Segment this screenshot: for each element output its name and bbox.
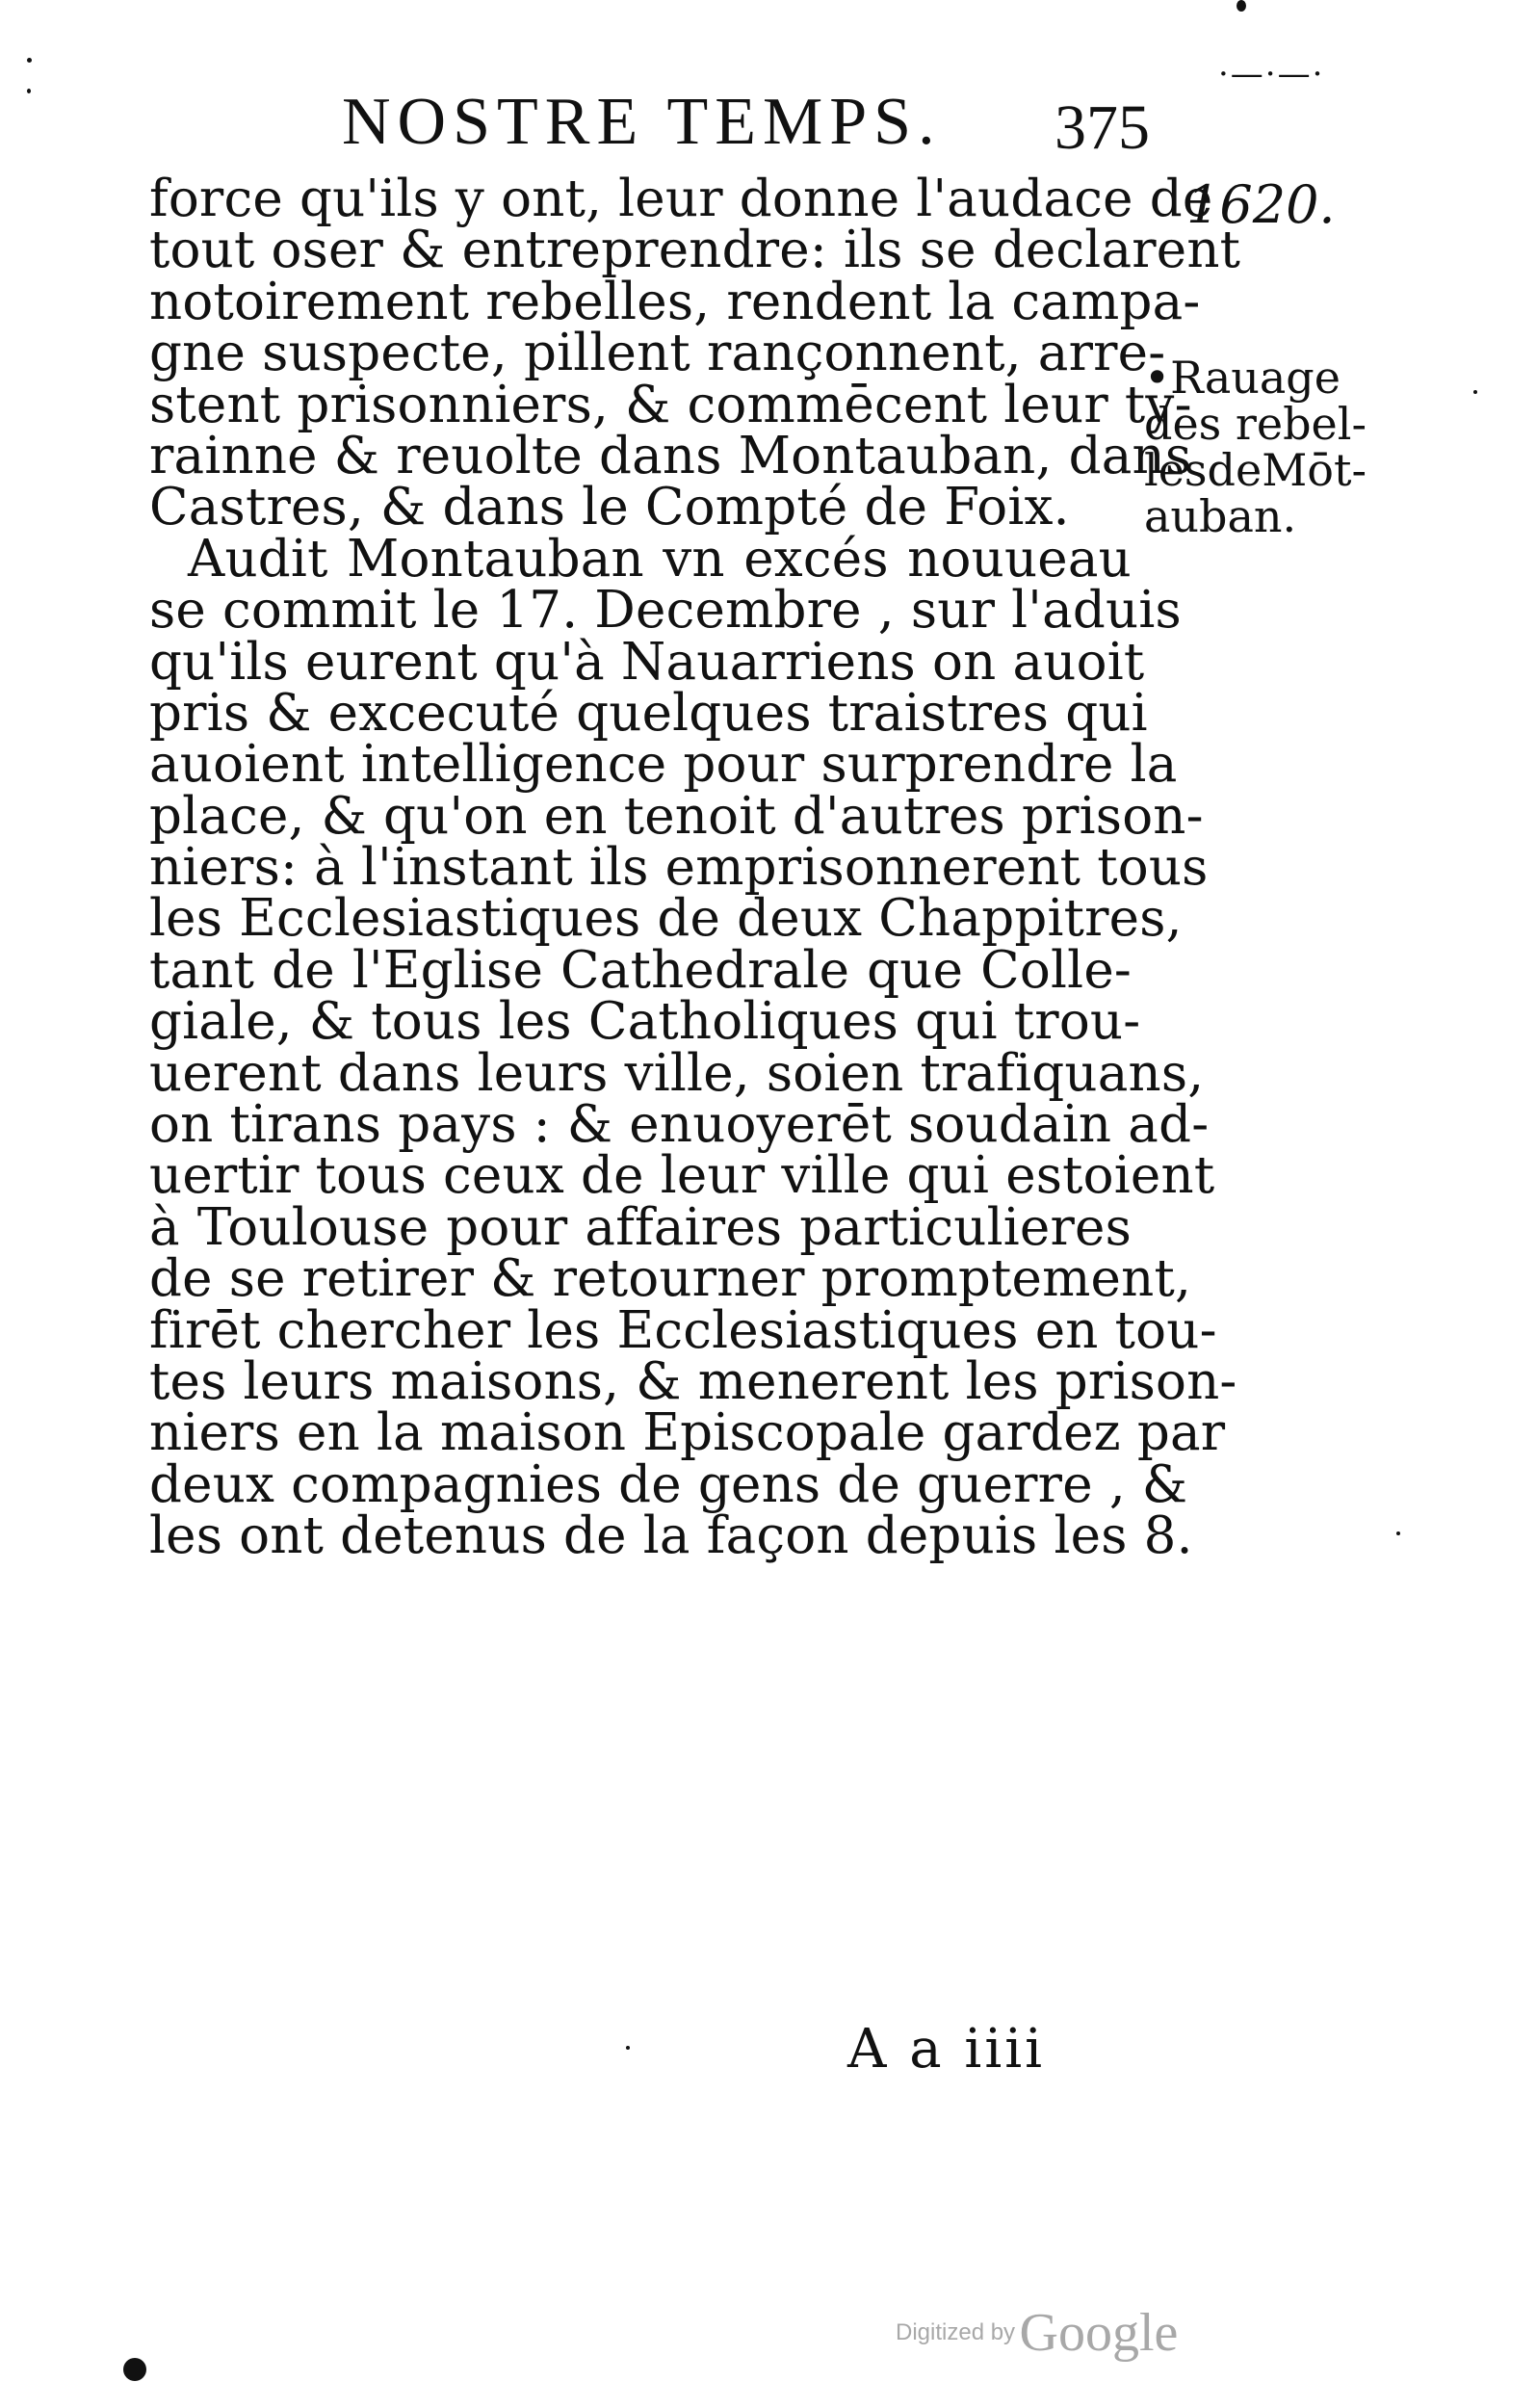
ink-speck — [1473, 390, 1477, 394]
ink-speck — [27, 58, 32, 63]
body-line: niers: à l'instant ils emprisonnerent tous — [149, 838, 1209, 898]
ink-speck — [1396, 1531, 1400, 1535]
body-line: place, & qu'on en tenoit d'autres prison- — [149, 786, 1204, 846]
body-line: les ont detenus de la façon depuis les 8. — [149, 1506, 1193, 1566]
margin-year: 1620. — [1186, 174, 1336, 235]
body-line: à Toulouse pour affaires particulieres — [149, 1197, 1132, 1257]
margin-note-line: auban. — [1144, 490, 1297, 542]
margin-note-line: des rebel- — [1144, 398, 1367, 450]
body-line: auoient intelligence pour surprendre la — [149, 735, 1178, 795]
corner-mark: ·—·—· — [1218, 55, 1325, 93]
body-line: force qu'ils y ont, leur donne l'audace de — [149, 170, 1213, 228]
margin-note-line: •Rauage — [1144, 352, 1341, 404]
body-text — [149, 170, 1241, 1566]
body-line: stent prisonniers, & commēcent leur ty- — [149, 375, 1192, 434]
ink-speck — [626, 2046, 630, 2050]
body-line: les Ecclesiastiques de deux Chappitres, — [149, 889, 1183, 949]
running-title: NOSTRE TEMPS. — [342, 85, 942, 159]
signature-mark: A a iiii — [847, 2018, 1046, 2081]
body-line: gne suspecte, pillent rançonnent, arre- — [149, 324, 1166, 383]
body-line: tes leurs maisons, & menerent les prison- — [149, 1351, 1237, 1411]
body-line: deux compagnies de gens de guerre , & — [149, 1454, 1188, 1514]
ink-speck — [123, 2358, 146, 2381]
margin-note-line: lesdeMōt- — [1144, 444, 1367, 496]
body-line: giale, & tous les Catholiques qui trou- — [149, 992, 1141, 1052]
ink-speck — [27, 89, 31, 93]
body-line: uerent dans leurs ville, soien trafiquans, — [149, 1043, 1205, 1103]
body-line: uertir tous ceux de leur ville qui estoient — [149, 1146, 1215, 1206]
body-line: notoirement rebelles, rendent la campa- — [149, 272, 1201, 331]
body-line: Castres, & dans le Compté de Foix. — [149, 478, 1070, 537]
body-line: se commit le 17. Decembre , sur l'aduis — [149, 581, 1182, 641]
body-line: Audit Montauban vn excés nouueau — [188, 529, 1132, 589]
body-line: pris & excecuté quelques traistres qui — [149, 683, 1148, 743]
body-line: de se retirer & retourner promptement, — [149, 1249, 1191, 1309]
body-line: firēt chercher les Ecclesiastiques en tou- — [149, 1300, 1217, 1360]
body-line: qu'ils eurent qu'à Nauarriens on auoit — [149, 632, 1145, 692]
page-number: 375 — [1054, 92, 1150, 163]
ink-speck — [1237, 0, 1246, 12]
body-line: on tirans pays : & enuoyerēt soudain ad- — [149, 1095, 1210, 1155]
digitizer-watermark — [896, 2302, 1178, 2364]
body-line: rainne & reuolte dans Montauban, dans — [149, 426, 1192, 485]
body-line: tant de l'Eglise Cathedrale que Colle- — [149, 940, 1132, 1000]
digitizer-brand: Google — [1019, 2303, 1179, 2363]
body-line: niers en la maison Episcopale gardez par — [149, 1403, 1226, 1463]
digitizer-label: Digitized by — [896, 2319, 1016, 2345]
body-line: tout oser & entreprendre: ils se declarent — [149, 221, 1241, 280]
